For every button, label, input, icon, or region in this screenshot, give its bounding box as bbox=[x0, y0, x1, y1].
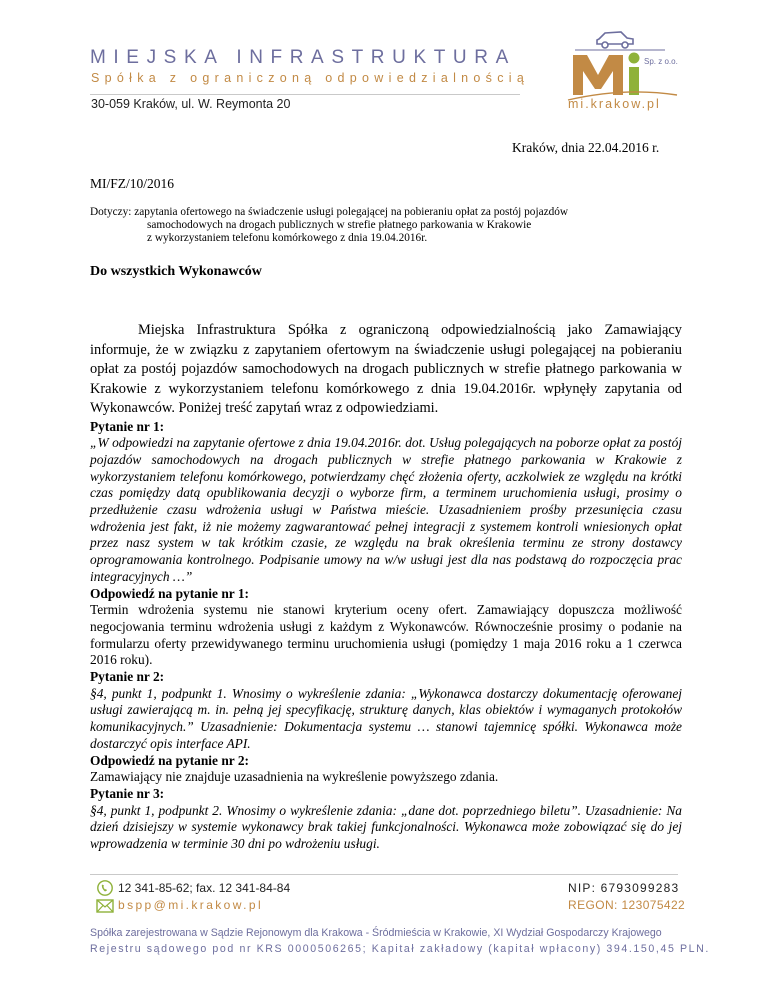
footer-phone: 12 341-85-62; fax. 12 341-84-84 bbox=[118, 881, 291, 895]
question-2-text: §4, punkt 1, podpunkt 1. Wnosimy o wykreślenie zdania: „Wykonawca dostarczy dokumentację oferowanej usługi zawierającą m. in. pełną jej specyfikację, strukturę danych, klas obiektów i wymaganych protokołów komunikacyjnych.” Uzasadnienie: Dokumentacja systemu … stanowi tajemnicę spółki. Wykonawca może dostarczyć opis interface API. bbox=[90, 685, 682, 751]
footer-registration-line-1: Spółka zarejestrowana w Sądzie Rejonowym dla Krakowa - Śródmieścia w Krakowie, XI Wydział Gospodarczy Krajowego bbox=[90, 927, 662, 939]
letter-reference: MI/FZ/10/2016 bbox=[90, 176, 175, 191]
footer-registration-line-2: Rejestru sądowego pod nr KRS 0000506265; Kapitał zakładowy (kapitał wpłacony) 394.150,45 PLN. bbox=[90, 943, 710, 955]
company-subtitle: Spółka z ograniczoną odpowiedzialnością bbox=[91, 71, 530, 85]
question-2-heading: Pytanie nr 2: bbox=[90, 669, 165, 685]
letter-body bbox=[90, 321, 682, 853]
subject-line-1: Dotyczy: zapytania ofertowego na świadczenie usługi polegającej na pobieraniu opłat za postój pojazdów bbox=[90, 206, 569, 218]
footer-email: bspp@mi.krakow.pl bbox=[118, 898, 264, 912]
letter-date: Kraków, dnia 22.04.2016 r. bbox=[512, 140, 660, 155]
answer-1-text: Termin wdrożenia systemu nie stanowi kryterium oceny ofert. Zamawiający dopuszcza możliwość negocjowania terminu wdrożenia usługi z każdym z Wykonawców. Równocześnie prosimy o podanie na formularzu oferty przewidywanego terminu uruchomienia usługi (pomiędzy 1 maja 2016 roku a 1 czerwca 2016 roku). bbox=[90, 602, 682, 668]
intro-paragraph: Miejska Infrastruktura Spółka z ograniczoną odpowiedzialnością jako Zamawiający informuje, że w związku z zapytaniem ofertowym na świadczenie usługi polegającej na pobieraniu opłat za postój pojazdów samochodowych na drogach publicznych w strefie płatnego parkowania w Krakowie z wykorzystaniem telefonu komórkowego z dnia 19.04.2016r. wpłynęły zapytania od Wykonawców. Poniżej treść zapytań wraz z odpowiedziami. bbox=[90, 322, 682, 416]
header-divider bbox=[90, 94, 520, 95]
question-3-text: §4, punkt 1, podpunkt 2. Wnosimy o wykreślenie zdania: „dane dot. poprzedniego biletu”. Uzasadnienie: Na dzień dzisiejszy w systemie wykonawcy brak takiej funkcjonalności. Wykonawca może zobowiązać się do jej wprowadzenia w terminie 30 dni po wdrożeniu usługi. bbox=[90, 802, 682, 852]
letter-greeting: Do wszystkich Wykonawców bbox=[90, 264, 262, 279]
answer-2-heading: Odpowiedź na pytanie nr 2: bbox=[90, 752, 249, 768]
footer-regon: REGON: 123075422 bbox=[568, 898, 686, 912]
question-1-heading: Pytanie nr 1: bbox=[90, 418, 165, 434]
subject-line-3: z wykorzystaniem telefonu komórkowego z dnia 19.04.2016r. bbox=[147, 232, 428, 244]
company-website: mi.krakow.pl bbox=[568, 97, 661, 111]
footer-nip: NIP: 6793099283 bbox=[568, 881, 680, 895]
company-name: MIEJSKA INFRASTRUKTURA bbox=[90, 47, 516, 68]
car-icon bbox=[575, 32, 665, 50]
mail-icon bbox=[96, 899, 114, 913]
logo-badge: Sp. z o.o. bbox=[644, 57, 678, 66]
question-1-text: „W odpowiedzi na zapytanie ofertowe z dnia 19.04.2016r. dot. Usług polegających na poborze opłat za postój pojazdów samochodowych na drogach publicznych w strefie płatnego parkowania w Krakowie z wykorzystaniem telefonu komórkowego, potwierdzamy chęć złożenia oferty, aczkolwiek ze względu na krótki czas pomiędzy datą opublikowania decyzji o wyborze firm, a terminem uruchomienia usługi, prosimy o przedłużenie czasu wdrożenia usługi w Państwa mieście. Uzasadnieniem prośby przesunięcia czasu wdrożenia jest fakt, iż nie możemy zagwarantować pełnej integracji z systemem kontroli wniesionych opłat przez nasz system w tak krótkim czasie, ze względu na brak określenia terminu ze strony dostawcy oprogramowania kontrolnego. Podpisanie umowy na w/w usługi jest dla nas podstawą do rozpoczęcia prac integracyjnych …” bbox=[90, 435, 682, 584]
answer-2-text: Zamawiający nie znajduje uzasadnienia na wykreślenie powyższego zdania. bbox=[90, 769, 499, 785]
subject-line-2: samochodowych na drogach publicznych w strefie płatnego parkowania w Krakowie bbox=[147, 219, 532, 231]
phone-icon bbox=[97, 880, 113, 896]
footer-divider bbox=[90, 874, 678, 875]
question-3-heading: Pytanie nr 3: bbox=[90, 785, 165, 801]
answer-1-heading: Odpowiedź na pytanie nr 1: bbox=[90, 585, 249, 601]
company-address: 30-059 Kraków, ul. W. Reymonta 20 bbox=[91, 97, 291, 111]
letter-subject bbox=[90, 206, 568, 245]
